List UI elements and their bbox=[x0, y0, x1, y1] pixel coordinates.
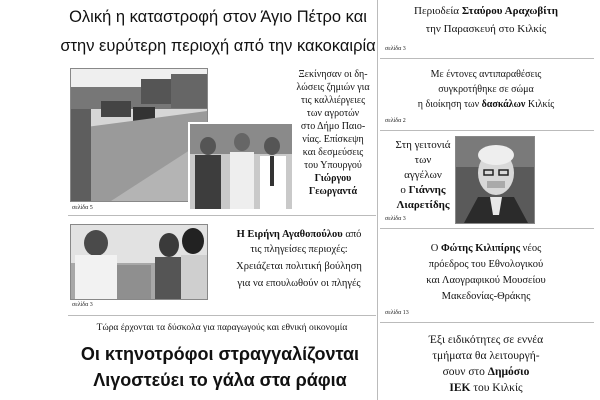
second-story-line: τις πληγείσες περιοχές: bbox=[250, 244, 348, 255]
liaretidis-line2: των bbox=[414, 154, 432, 166]
liaretidis-line4-pre: ο bbox=[400, 184, 409, 196]
kilipiris-name: Φώτης Κιλιπίρης bbox=[440, 243, 521, 254]
main-text-line: λώσεις ζημιών για bbox=[296, 82, 370, 93]
rule-s2 bbox=[380, 130, 594, 131]
second-story-line: για να επουλωθούν οι πληγές bbox=[237, 278, 361, 289]
teachers-line3-pre: η διοίκηση των bbox=[417, 99, 482, 110]
officials-photo bbox=[188, 122, 294, 211]
sidebar-item-teachers bbox=[380, 68, 592, 111]
iek-line4-post: του Κιλκίς bbox=[470, 382, 523, 394]
liaretidis-line1: Στη γειτονιά bbox=[395, 139, 451, 151]
sidebar-item-iek bbox=[380, 332, 592, 396]
main-page-ref: σελίδα 5 bbox=[72, 205, 93, 211]
main-text-line: τις καλλιέργειες bbox=[300, 95, 366, 106]
liaretidis-line3: αγγέλων bbox=[404, 169, 442, 181]
iek-line2: τμήματα θα λειτουργή- bbox=[432, 350, 540, 362]
rule-s4 bbox=[380, 322, 594, 323]
main-text-line: νίας. Επίσκεψη bbox=[302, 134, 364, 145]
third-story-headline bbox=[62, 342, 378, 392]
rule-s3 bbox=[380, 228, 594, 229]
arachovitis-line2: την Παρασκευή στο Κιλκίς bbox=[425, 23, 547, 35]
teachers-line2: συγκροτήθηκε σε σώμα bbox=[438, 84, 534, 95]
liaretidis-first-name: Γιάννης bbox=[408, 184, 446, 196]
item3-page-ref: σελίδα 3 bbox=[385, 216, 406, 222]
kilipiris-pre: Ο bbox=[430, 243, 441, 254]
iek-line3 bbox=[380, 364, 592, 380]
minister-name: Γιώργου bbox=[314, 173, 352, 184]
main-text-line: Ξεκίνησαν οι δη- bbox=[298, 69, 368, 80]
rule-1 bbox=[68, 215, 376, 216]
iek-public: Δημόσιο bbox=[487, 366, 530, 378]
kilipiris-line2: πρόεδρος του Εθνολογικού bbox=[428, 259, 544, 270]
second-story-line1-rest: από bbox=[342, 229, 362, 240]
main-text-line: του Υπουργού bbox=[304, 160, 362, 171]
agathopoulou-photo bbox=[70, 224, 208, 300]
item2-page-ref: σελίδα 2 bbox=[385, 118, 406, 124]
rule-2 bbox=[68, 315, 376, 316]
iek-line3-pre: σουν στο bbox=[442, 366, 488, 378]
iek-line1: Έξι ειδικότητες σε εννέα bbox=[428, 334, 544, 346]
arachovitis-line1 bbox=[380, 4, 592, 19]
kilipiris-post: νέος bbox=[520, 243, 542, 254]
third-headline-line2: Λιγοστεύει το γάλα στα ράφια bbox=[93, 370, 347, 390]
main-headline bbox=[60, 7, 376, 57]
third-story-kicker: Τώρα έρχονται τα δύσκολα για παραγωγούς και εθνική οικονομία bbox=[96, 323, 348, 333]
item1-page-ref: σελίδα 3 bbox=[385, 46, 406, 52]
main-story-text bbox=[290, 68, 376, 198]
arachovitis-name: Σταύρου Αραχωβίτη bbox=[461, 5, 558, 17]
teachers-bold: δασκάλων bbox=[481, 99, 526, 110]
second-story-line: Χρειάζεται πολιτική βούληση bbox=[236, 261, 362, 272]
kilipiris-line1 bbox=[380, 242, 592, 255]
liaretidis-photo bbox=[455, 136, 535, 224]
main-text-line: των αγροτών bbox=[306, 108, 360, 119]
minister-surname: Γεωργαντά bbox=[308, 186, 358, 197]
iek-line4 bbox=[380, 380, 592, 396]
teachers-line1: Με έντονες αντιπαραθέσεις bbox=[430, 69, 542, 80]
rule-s1 bbox=[380, 58, 594, 59]
main-headline-line1: Ολική η καταστροφή στον Άγιο Πέτρο και bbox=[69, 8, 367, 26]
kilipiris-line3: και Λαογραφικού Μουσείου bbox=[426, 275, 546, 286]
main-text-line: και δεσμεύσεις bbox=[302, 147, 364, 158]
arachovitis-pre: Περιοδεία bbox=[414, 5, 462, 17]
item4-page-ref: σελίδα 13 bbox=[385, 310, 409, 316]
iek-label: ΙΕΚ bbox=[449, 382, 471, 394]
kilipiris-line4: Μακεδονίας-Θράκης bbox=[441, 291, 531, 302]
second-story-line1 bbox=[222, 228, 376, 241]
sidebar-item-kilipiris bbox=[380, 242, 592, 303]
second-page-ref: σελίδα 3 bbox=[72, 302, 93, 308]
liaretidis-surname: Λιαρετίδης bbox=[396, 199, 450, 211]
sidebar-item-arachovitis bbox=[380, 4, 592, 37]
main-headline-line2: στην ευρύτερη περιοχή από την κακοκαιρία bbox=[60, 37, 376, 55]
agathopoulou-name: Η Ειρήνη Αγαθοπούλου bbox=[236, 229, 343, 240]
teachers-line3-post: Κιλκίς bbox=[525, 99, 555, 110]
second-story-text bbox=[222, 228, 376, 290]
third-headline-line1: Οι κτηνοτρόφοι στραγγαλίζονται bbox=[80, 344, 360, 364]
main-text-line: στο Δήμο Παιο- bbox=[300, 121, 366, 132]
teachers-line3 bbox=[380, 98, 592, 111]
